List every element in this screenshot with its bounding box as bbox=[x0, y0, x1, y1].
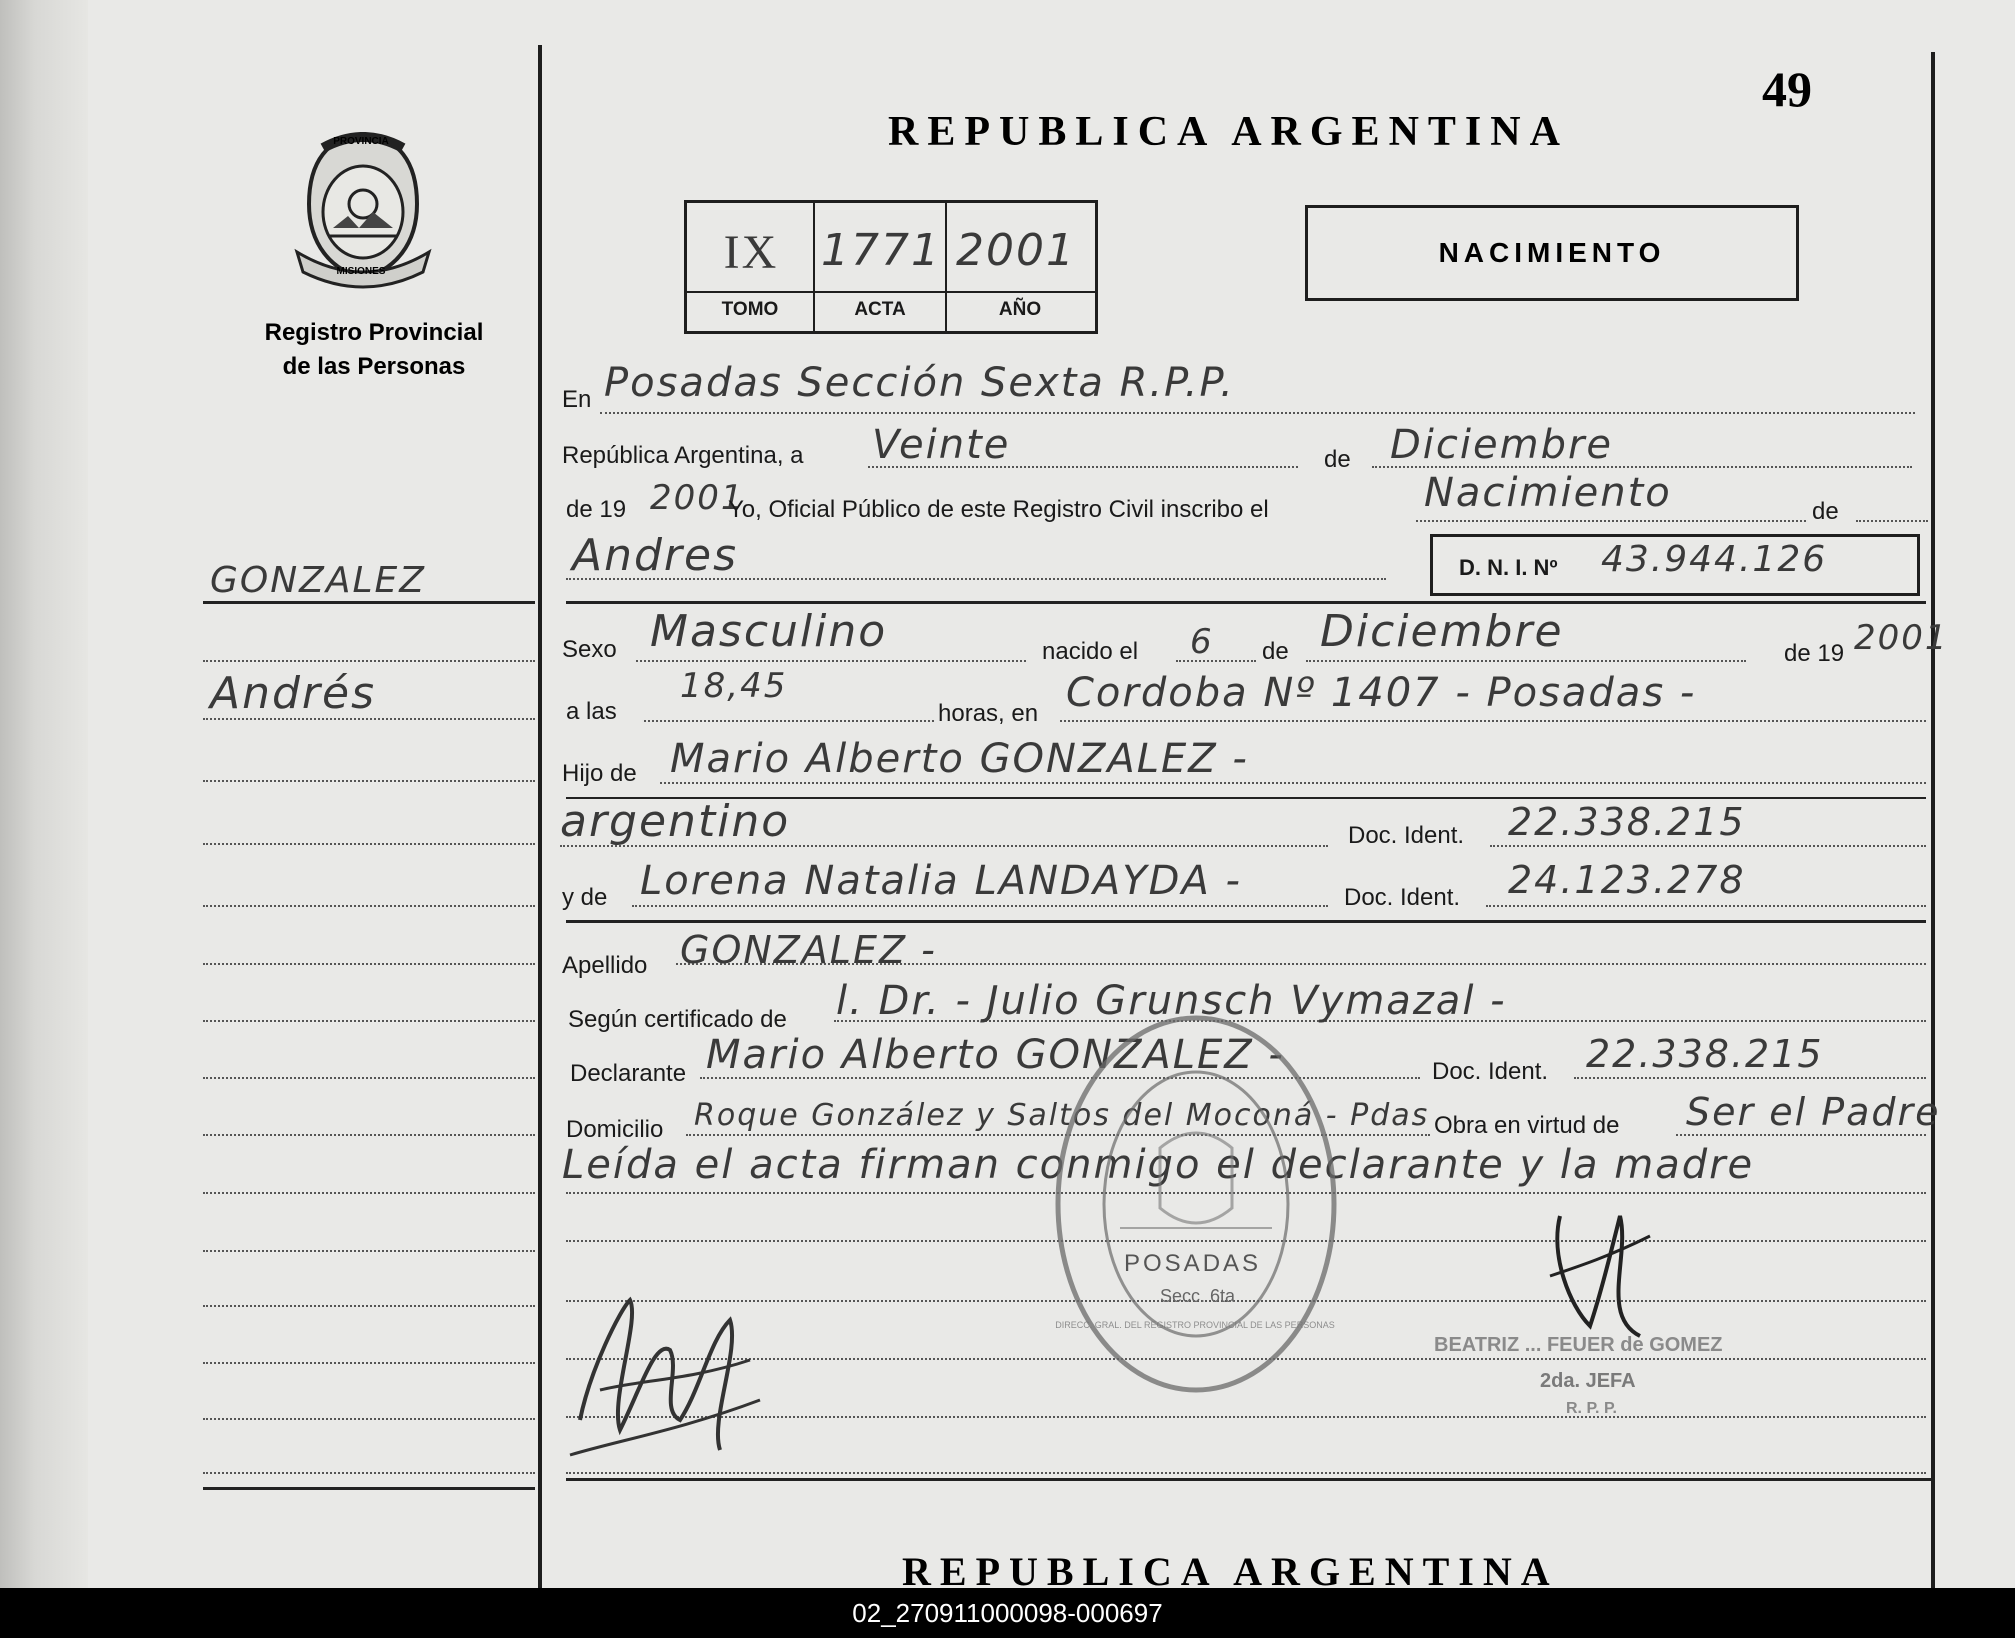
stamp-ring-text: DIRECC. GRAL. DEL REGISTRO PROVINCIAL DE LAS PERSONAS bbox=[1055, 1320, 1335, 1330]
obra-value: Ser el Padre bbox=[1686, 1090, 1941, 1134]
next-page-header: REPUBLICA ARGENTINA bbox=[902, 1549, 1559, 1588]
caption-divider bbox=[687, 291, 1095, 293]
left-dotted-line bbox=[203, 963, 535, 965]
apellido-label: Apellido bbox=[562, 952, 648, 979]
en-label: En bbox=[562, 386, 592, 413]
page-number: 49 bbox=[1762, 61, 1812, 117]
right-page-border bbox=[1931, 52, 1935, 1588]
field-line bbox=[632, 905, 1328, 907]
mother-doc-value: 24.123.278 bbox=[1508, 858, 1746, 902]
field-line bbox=[1176, 660, 1256, 662]
ano-label: AÑO bbox=[998, 299, 1042, 320]
de-end-label: de bbox=[1812, 498, 1839, 525]
father-nationality-value: argentino bbox=[560, 796, 791, 847]
registry-line1: Registro Provincial bbox=[264, 319, 484, 346]
birth-de-label: de bbox=[1262, 638, 1289, 665]
hijo-label: Hijo de bbox=[562, 760, 637, 787]
image-id-bar bbox=[0, 1588, 2015, 1638]
emblem-top-text: PROVINCIA bbox=[333, 136, 389, 147]
remarks-line bbox=[566, 1472, 1926, 1474]
left-dotted-line bbox=[203, 843, 535, 845]
field-line bbox=[1856, 520, 1928, 522]
father-doc-value: 22.338.215 bbox=[1508, 800, 1746, 844]
birth-year-label: de 19 bbox=[1784, 640, 1845, 667]
left-dotted-line bbox=[203, 1192, 535, 1194]
field-line bbox=[600, 412, 1915, 414]
left-bottom-rule bbox=[203, 1487, 535, 1490]
field-line bbox=[1676, 1134, 1926, 1136]
field-line bbox=[1060, 720, 1926, 722]
doc-ident-label: Doc. Ident. bbox=[1348, 822, 1465, 849]
left-dotted-line bbox=[203, 1472, 535, 1474]
obra-label: Obra en virtud de bbox=[1434, 1112, 1620, 1139]
names-section-rule bbox=[566, 920, 1926, 923]
dni-value: 43.944.126 bbox=[1601, 539, 1828, 580]
name-value: Andres bbox=[572, 530, 738, 581]
header-section-rule bbox=[566, 601, 1926, 604]
birth-day-value: 6 bbox=[1190, 622, 1214, 662]
field-line bbox=[1490, 845, 1926, 847]
country-header: REPUBLICA ARGENTINA bbox=[888, 109, 1569, 155]
declarant-signature-icon bbox=[560, 1280, 780, 1470]
birth-month-value: Diciembre bbox=[1320, 606, 1564, 657]
domicilio-label: Domicilio bbox=[566, 1116, 664, 1143]
left-dotted-line bbox=[203, 1020, 535, 1022]
field-line bbox=[1306, 660, 1746, 662]
left-dotted-line bbox=[203, 905, 535, 907]
year-value: 2001 bbox=[650, 478, 745, 518]
margin-given-name: Andrés bbox=[210, 668, 376, 719]
yde-label: y de bbox=[562, 884, 608, 911]
sexo-label: Sexo bbox=[562, 636, 617, 663]
image-id: 02_270911000098-000697 bbox=[852, 1598, 1163, 1628]
certificado-value: l. Dr. - Julio Grunsch Vymazal - bbox=[836, 978, 1507, 1024]
tomo-label: TOMO bbox=[721, 299, 779, 320]
emblem-bottom-text: MISIONES bbox=[336, 266, 386, 277]
field-line bbox=[644, 720, 934, 722]
doc-type-box: NACIMIENTO bbox=[1305, 205, 1799, 301]
field-line bbox=[1486, 905, 1926, 907]
time-value: 18,45 bbox=[680, 666, 788, 706]
sexo-value: Masculino bbox=[650, 606, 888, 657]
dni-box bbox=[1430, 534, 1920, 596]
de-label: de bbox=[1324, 446, 1351, 473]
certificado-label: Según certificado de bbox=[568, 1006, 787, 1033]
acta-value: 1771 bbox=[821, 225, 941, 276]
horas-label: horas, en bbox=[938, 700, 1039, 727]
left-dotted-line bbox=[203, 1077, 535, 1079]
alas-label: a las bbox=[566, 698, 617, 725]
doc-ident-label-3: Doc. Ident. bbox=[1432, 1058, 1549, 1085]
field-line bbox=[1416, 520, 1806, 522]
apellido-value: GONZALEZ - bbox=[680, 928, 937, 972]
field-line bbox=[1574, 1077, 1926, 1079]
left-dotted-line bbox=[203, 1305, 535, 1307]
stamp-center-text: POSADAS bbox=[1124, 1250, 1262, 1277]
dni-label: D. N. I. Nº bbox=[1459, 555, 1558, 580]
official-seal-line1: BEATRIZ ... FEUER de GOMEZ bbox=[1434, 1334, 1723, 1356]
day-value: Veinte bbox=[872, 422, 1011, 468]
mother-name-value: Lorena Natalia LANDAYDA - bbox=[640, 858, 1242, 904]
place-value: Posadas Sección Sexta R.P.P. bbox=[604, 360, 1235, 406]
book-spine bbox=[0, 0, 88, 1588]
declarante-value: Mario Alberto GONZALEZ - bbox=[706, 1032, 1285, 1078]
registry-stamp-icon bbox=[1050, 1008, 1342, 1400]
act-value: Nacimiento bbox=[1424, 470, 1672, 516]
field-line bbox=[560, 845, 1328, 847]
de19-label: de 19 bbox=[566, 496, 627, 523]
registry-box bbox=[684, 200, 1098, 334]
left-dotted-line bbox=[203, 660, 535, 662]
left-dotted-line bbox=[203, 1134, 535, 1136]
left-margin-rule bbox=[203, 601, 535, 604]
field-line bbox=[660, 782, 1926, 784]
registry-line2: de las Personas bbox=[282, 353, 466, 380]
doc-ident-label-2: Doc. Ident. bbox=[1344, 884, 1461, 911]
official-text: Yo, Oficial Público de este Registro Civil inscribo el bbox=[728, 496, 1269, 523]
margin-surname: GONZALEZ bbox=[210, 560, 426, 601]
domicilio-value: Roque González y Saltos del Moconá - Pdas bbox=[694, 1098, 1430, 1133]
left-dotted-line bbox=[203, 780, 535, 782]
month-value: Diciembre bbox=[1390, 422, 1614, 468]
republica-label: República Argentina, a bbox=[562, 442, 804, 469]
nacido-label: nacido el bbox=[1042, 638, 1139, 665]
ano-value: 2001 bbox=[956, 225, 1076, 276]
tomo-value: IX bbox=[723, 226, 779, 279]
declarante-label: Declarante bbox=[570, 1060, 687, 1087]
left-dotted-line bbox=[203, 1250, 535, 1252]
left-column-divider bbox=[538, 45, 542, 1588]
father-name-value: Mario Alberto GONZALEZ - bbox=[670, 736, 1249, 782]
stamp-sub-text: Secc. 6ta bbox=[1160, 1286, 1236, 1306]
official-seal-line2: 2da. JEFA bbox=[1540, 1370, 1636, 1392]
field-line bbox=[636, 660, 1026, 662]
acta-label: ACTA bbox=[854, 299, 906, 320]
birth-place-value: Cordoba Nº 1407 - Posadas - bbox=[1066, 670, 1697, 716]
registry-name bbox=[245, 316, 503, 384]
official-signature-icon bbox=[1530, 1196, 1660, 1346]
left-dotted-line bbox=[203, 1418, 535, 1420]
birth-year-value: 2001 bbox=[1854, 618, 1949, 658]
field-line bbox=[566, 578, 1386, 580]
form-bottom-rule bbox=[566, 1478, 1931, 1481]
leida-text: Leída el acta firman conmigo el declarante y la madre bbox=[562, 1142, 1755, 1188]
declarante-doc-value: 22.338.215 bbox=[1586, 1032, 1824, 1076]
left-dotted-line bbox=[203, 1362, 535, 1364]
official-seal-line3: R. P. P. bbox=[1566, 1400, 1617, 1417]
